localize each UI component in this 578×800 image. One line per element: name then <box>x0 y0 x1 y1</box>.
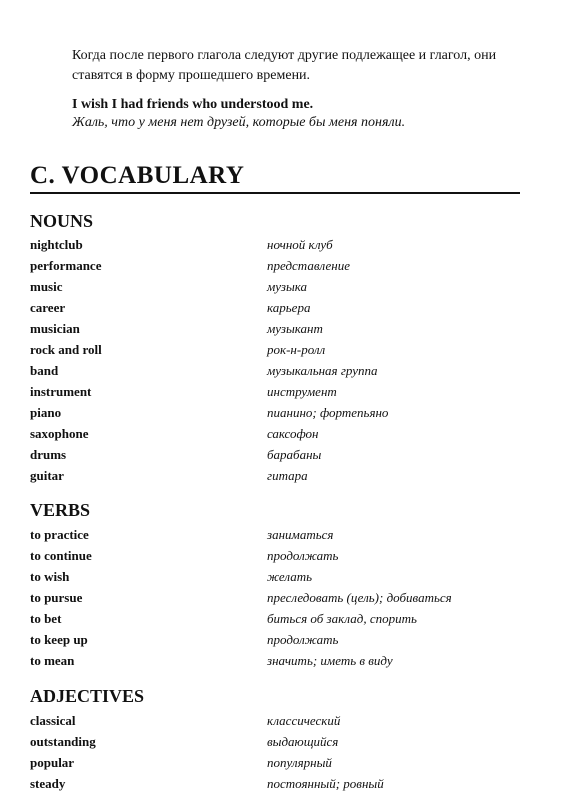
vocab-term-english: guitar <box>30 468 64 483</box>
vocab-row <box>30 608 530 629</box>
grammar-note <box>72 46 532 86</box>
vocab-term-english: performance <box>30 258 102 273</box>
vocab-translation-russian: карьера <box>267 300 311 315</box>
vocab-row <box>30 773 530 794</box>
vocab-row <box>30 710 530 731</box>
vocab-term-english: piano <box>30 405 62 420</box>
vocab-term-english: to bet <box>30 611 62 626</box>
vocab-row <box>30 339 530 360</box>
vocab-translation-russian: представление <box>267 258 350 273</box>
vocab-term-english: outstanding <box>30 734 96 749</box>
vocab-term-english: musician <box>30 321 80 336</box>
vocab-translation-russian: саксофон <box>267 426 319 441</box>
vocab-row <box>30 234 530 255</box>
vocab-term-english: career <box>30 300 66 315</box>
verbs-list <box>30 524 530 671</box>
vocab-term-english: to keep up <box>30 632 88 647</box>
vocab-translation-russian: биться об заклад, спорить <box>267 611 417 626</box>
vocab-translation-russian: популярный <box>267 755 332 770</box>
vocab-translation-russian: гитара <box>267 468 308 483</box>
vocab-term-english: instrument <box>30 384 92 399</box>
vocab-translation-russian: заниматься <box>267 527 334 542</box>
vocab-translation-russian: барабаны <box>267 447 322 462</box>
vocab-term-english: band <box>30 363 59 378</box>
vocab-row <box>30 423 530 444</box>
vocab-translation-russian: продолжать <box>267 548 339 563</box>
example-sentence-russian: Жаль, что у меня нет друзей, которые бы меня поняли. <box>72 115 406 130</box>
vocab-translation-russian: ночной клуб <box>267 237 333 252</box>
vocab-term-english: drums <box>30 447 67 462</box>
vocab-translation-russian: продолжать <box>267 632 339 647</box>
nouns-list <box>30 234 530 486</box>
vocab-row <box>30 545 530 566</box>
vocab-row <box>30 276 530 297</box>
vocab-translation-russian: значить; иметь в виду <box>267 653 393 668</box>
vocab-term-english: to mean <box>30 653 75 668</box>
vocab-term-english: classical <box>30 713 76 728</box>
section-heading: C. VOCABULARY <box>30 162 245 189</box>
vocab-row <box>30 297 530 318</box>
vocab-translation-russian: рок-н-ролл <box>267 342 326 357</box>
vocab-row <box>30 587 530 608</box>
vocab-translation-russian: музыкант <box>267 321 323 336</box>
section-divider <box>30 192 520 194</box>
vocab-row <box>30 444 530 465</box>
verbs-heading: VERBS <box>30 500 91 520</box>
vocab-translation-russian: преследовать (цель); добиваться <box>267 590 452 605</box>
vocab-term-english: popular <box>30 755 75 770</box>
adjectives-list <box>30 710 530 794</box>
vocab-translation-russian: инструмент <box>267 384 337 399</box>
vocab-row <box>30 360 530 381</box>
vocab-row <box>30 465 530 486</box>
vocab-term-english: to continue <box>30 548 92 563</box>
vocab-translation-russian: выдающийся <box>267 734 339 749</box>
vocab-row <box>30 524 530 545</box>
vocab-term-english: nightclub <box>30 237 83 252</box>
vocab-row <box>30 255 530 276</box>
adjectives-heading: ADJECTIVES <box>30 686 145 706</box>
vocab-term-english: to practice <box>30 527 89 542</box>
vocab-row <box>30 381 530 402</box>
nouns-heading: NOUNS <box>30 211 94 231</box>
vocab-translation-russian: классический <box>267 713 341 728</box>
vocab-row <box>30 402 530 423</box>
grammar-note-text: Когда после первого глагола следуют другие подлежащее и глагол, они ставятся в форму прошедшего времени. <box>72 48 497 83</box>
vocab-row <box>30 731 530 752</box>
vocab-term-english: to pursue <box>30 590 83 605</box>
vocab-term-english: music <box>30 279 63 294</box>
vocab-translation-russian: постоянный; ровный <box>267 776 384 791</box>
vocab-row <box>30 566 530 587</box>
vocab-row <box>30 629 530 650</box>
example-sentence-english: I wish I had friends who understood me. <box>72 97 314 112</box>
vocab-term-english: rock and roll <box>30 342 102 357</box>
vocab-translation-russian: желать <box>267 569 312 584</box>
vocab-row <box>30 318 530 339</box>
vocab-row <box>30 752 530 773</box>
vocab-translation-russian: пианино; фортепьяно <box>267 405 389 420</box>
vocab-term-english: saxophone <box>30 426 89 441</box>
vocab-term-english: steady <box>30 776 66 791</box>
vocab-translation-russian: музыка <box>267 279 308 294</box>
vocab-row <box>30 650 530 671</box>
vocab-translation-russian: музыкальная группа <box>267 363 378 378</box>
vocab-term-english: to wish <box>30 569 70 584</box>
